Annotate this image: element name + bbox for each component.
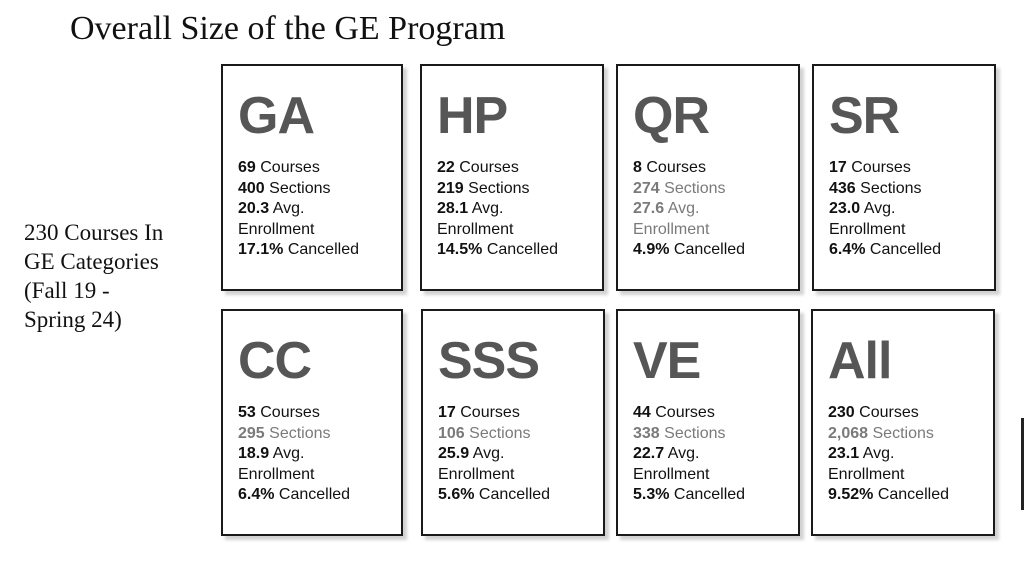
sections-count-value: 338 xyxy=(633,424,660,442)
cancelled-rate-label: Cancelled xyxy=(673,241,746,258)
side-summary-line: GE Categories xyxy=(24,249,159,274)
avg-enrollment xyxy=(238,199,359,220)
cancelled-rate xyxy=(828,485,949,506)
avg-enrollment-label xyxy=(238,465,350,486)
avg-enrollment xyxy=(828,444,949,465)
avg-enrollment xyxy=(633,199,745,220)
category-card-all xyxy=(811,309,995,536)
sections-count-label: Sections xyxy=(469,424,531,442)
side-summary-line: 230 Courses In xyxy=(24,220,164,245)
courses-count xyxy=(828,403,949,424)
category-code: SR xyxy=(829,87,900,145)
avg-enrollment-value: 27.6 xyxy=(633,200,665,217)
courses-count xyxy=(633,158,745,179)
sections-count-value: 106 xyxy=(438,424,465,442)
sections-count-label: Sections xyxy=(860,179,922,197)
avg-enrollment xyxy=(238,444,350,465)
cancelled-rate-label: Cancelled xyxy=(877,486,949,503)
courses-count-value: 17 xyxy=(829,159,847,176)
cancelled-rate xyxy=(437,240,558,261)
category-card-sss xyxy=(421,309,605,536)
avg-enrollment-label: Avg. xyxy=(667,200,700,217)
cancelled-rate-value: 14.5% xyxy=(437,241,483,258)
sections-count-label: Sections xyxy=(872,424,934,442)
sections-count xyxy=(437,179,558,200)
side-summary-line: Spring 24) xyxy=(24,307,122,332)
category-stats xyxy=(633,158,745,261)
avg-enrollment-label-label: Enrollment xyxy=(633,220,710,238)
courses-count-value: 17 xyxy=(438,404,456,421)
avg-enrollment-value: 18.9 xyxy=(238,445,270,462)
courses-count xyxy=(633,403,745,424)
sections-count-label: Sections xyxy=(664,424,726,442)
courses-count-value: 53 xyxy=(238,404,256,421)
courses-count xyxy=(437,158,558,179)
avg-enrollment-label-label: Enrollment xyxy=(633,465,710,483)
category-code: HP xyxy=(437,87,508,145)
courses-count-label: Courses xyxy=(646,159,706,176)
cancelled-rate xyxy=(238,240,359,261)
courses-count-value: 44 xyxy=(633,404,651,421)
cancelled-rate-value: 9.52% xyxy=(828,486,874,503)
side-summary xyxy=(24,218,194,334)
avg-enrollment-label-label: Enrollment xyxy=(828,465,905,483)
cancelled-rate-value: 6.4% xyxy=(238,486,275,503)
courses-count xyxy=(238,403,350,424)
cancelled-rate-label: Cancelled xyxy=(673,486,746,503)
avg-enrollment-label-label: Enrollment xyxy=(438,465,515,483)
sections-count-value: 295 xyxy=(238,424,265,442)
sections-count-value: 2,068 xyxy=(828,424,869,442)
courses-count-value: 22 xyxy=(437,159,455,176)
category-stats xyxy=(829,158,941,261)
category-code: VE xyxy=(633,332,701,390)
avg-enrollment xyxy=(438,444,550,465)
sections-count-value: 219 xyxy=(437,179,464,197)
courses-count-label: Courses xyxy=(459,159,519,176)
avg-enrollment-label xyxy=(238,220,359,241)
cancelled-rate-label: Cancelled xyxy=(287,241,359,258)
cancelled-rate-value: 17.1% xyxy=(238,241,284,258)
category-card-qr xyxy=(616,64,800,291)
avg-enrollment xyxy=(829,199,941,220)
cancelled-rate-value: 5.3% xyxy=(633,486,670,503)
page-title: Overall Size of the GE Program xyxy=(70,10,506,47)
courses-count xyxy=(829,158,941,179)
avg-enrollment-label: Avg. xyxy=(272,445,305,462)
sections-count-value: 274 xyxy=(633,179,660,197)
cancelled-rate-value: 5.6% xyxy=(438,486,475,503)
cancelled-rate xyxy=(633,240,745,261)
category-card-sr xyxy=(812,64,996,291)
avg-enrollment-value: 23.0 xyxy=(829,200,861,217)
avg-enrollment-value: 23.1 xyxy=(828,445,860,462)
sections-count xyxy=(829,179,941,200)
category-stats xyxy=(238,158,359,261)
courses-count-label: Courses xyxy=(460,404,520,421)
avg-enrollment-label: Avg. xyxy=(272,200,305,217)
avg-enrollment-label-label: Enrollment xyxy=(238,465,315,483)
avg-enrollment-label-label: Enrollment xyxy=(238,220,315,238)
avg-enrollment-value: 28.1 xyxy=(437,200,469,217)
avg-enrollment-label xyxy=(829,220,941,241)
category-card-ga xyxy=(221,64,403,291)
category-card-hp xyxy=(420,64,604,291)
sections-count-value: 436 xyxy=(829,179,856,197)
sections-count xyxy=(238,179,359,200)
cancelled-rate-value: 4.9% xyxy=(633,241,670,258)
avg-enrollment-label xyxy=(633,465,745,486)
category-stats xyxy=(828,403,949,506)
cancelled-rate-label: Cancelled xyxy=(869,241,942,258)
courses-count-label: Courses xyxy=(655,404,715,421)
avg-enrollment-label-label: Enrollment xyxy=(437,220,514,238)
cancelled-rate-label: Cancelled xyxy=(486,241,558,258)
sections-count-label: Sections xyxy=(269,179,331,197)
cancelled-rate xyxy=(829,240,941,261)
category-code: SSS xyxy=(438,332,540,390)
courses-count-value: 230 xyxy=(828,404,855,421)
category-code: QR xyxy=(633,87,709,145)
courses-count xyxy=(238,158,359,179)
avg-enrollment-label: Avg. xyxy=(471,200,504,217)
avg-enrollment-label: Avg. xyxy=(862,445,895,462)
cancelled-rate-label: Cancelled xyxy=(478,486,551,503)
category-stats xyxy=(438,403,550,506)
side-summary-line: (Fall 19 - xyxy=(24,278,110,303)
avg-enrollment-label: Avg. xyxy=(472,445,505,462)
courses-count-label: Courses xyxy=(260,159,320,176)
sections-count-label: Sections xyxy=(269,424,331,442)
category-code: CC xyxy=(238,332,312,390)
avg-enrollment-label xyxy=(633,220,745,241)
sections-count xyxy=(633,424,745,445)
sections-count-label: Sections xyxy=(468,179,530,197)
avg-enrollment-label-label: Enrollment xyxy=(829,220,906,238)
avg-enrollment-value: 20.3 xyxy=(238,200,270,217)
category-stats xyxy=(238,403,350,506)
avg-enrollment xyxy=(437,199,558,220)
sections-count xyxy=(828,424,949,445)
sections-count xyxy=(633,179,745,200)
category-stats xyxy=(437,158,558,261)
sections-count xyxy=(438,424,550,445)
avg-enrollment-label: Avg. xyxy=(667,445,700,462)
sections-count-label: Sections xyxy=(664,179,726,197)
courses-count-label: Courses xyxy=(859,404,919,421)
cancelled-rate-value: 6.4% xyxy=(829,241,866,258)
avg-enrollment-value: 25.9 xyxy=(438,445,470,462)
avg-enrollment-label: Avg. xyxy=(863,200,896,217)
sections-count-value: 400 xyxy=(238,179,265,197)
category-card-cc xyxy=(221,309,403,536)
avg-enrollment-label xyxy=(828,465,949,486)
category-card-ve xyxy=(616,309,800,536)
avg-enrollment-label xyxy=(437,220,558,241)
sections-count xyxy=(238,424,350,445)
category-stats xyxy=(633,403,745,506)
courses-count-value: 69 xyxy=(238,159,256,176)
avg-enrollment-value: 22.7 xyxy=(633,445,665,462)
category-code: GA xyxy=(238,87,314,145)
courses-count-label: Courses xyxy=(851,159,911,176)
cancelled-rate xyxy=(633,485,745,506)
courses-count xyxy=(438,403,550,424)
cancelled-rate-label: Cancelled xyxy=(278,486,351,503)
cancelled-rate xyxy=(438,485,550,506)
avg-enrollment xyxy=(633,444,745,465)
courses-count-value: 8 xyxy=(633,159,642,176)
courses-count-label: Courses xyxy=(260,404,320,421)
category-code: All xyxy=(828,332,892,390)
cancelled-rate xyxy=(238,485,350,506)
avg-enrollment-label xyxy=(438,465,550,486)
